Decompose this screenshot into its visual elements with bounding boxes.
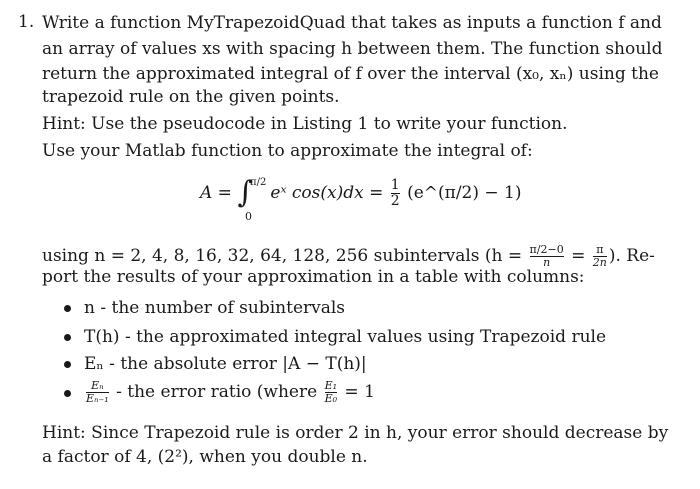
integrand: eˣ cos(x)dx = <box>270 183 384 203</box>
bullet-dot-1 <box>64 305 71 312</box>
use-matlab-line: Use your Matlab function to approximate the integral of: <box>42 141 533 161</box>
bullet-dot-4 <box>64 390 71 397</box>
bullet-4-text: - the error ratio (where <box>116 382 318 402</box>
bullet-1: n - the number of subintervals <box>84 298 346 318</box>
h-fraction-2 <box>593 244 607 269</box>
bullet-dot-3 <box>64 361 71 368</box>
bullet-3: Eₙ - the absolute error |A − T(h)| <box>84 354 367 374</box>
hint2-line-2: a factor of 4, (2²), when you double n. <box>42 447 368 467</box>
integral-equation <box>200 175 522 223</box>
hint-listing: Hint: Use the pseudocode in Listing 1 to write your function. <box>42 114 568 134</box>
bullet-2: T(h) - the approximated integral values using Trapezoid rule <box>84 327 607 347</box>
using-n-text: using n = 2, 4, 8, 16, 32, 64, 128, 256 subintervals (h = <box>42 246 523 266</box>
intro-line-2: an array of values xs with spacing h between them. The function should <box>42 39 663 59</box>
hint2-line-1: Hint: Since Trapezoid rule is order 2 in h, your error should decrease by <box>42 423 669 443</box>
rhs-rest: (e^(π/2) − 1) <box>407 183 522 203</box>
lower-limit: 0 <box>245 210 252 223</box>
bullet-dot-2 <box>64 334 71 341</box>
h-frac2-num: π <box>596 243 604 256</box>
h-frac2-den: 2n <box>592 256 607 269</box>
error-ratio-fraction <box>86 380 109 405</box>
eq-lhs: A = <box>200 183 232 203</box>
h-equals: = <box>571 246 586 266</box>
intro-line-4: trapezoid rule on the given points. <box>42 87 340 107</box>
upper-limit: π/2 <box>250 177 267 188</box>
h-frac-num: π/2−0 <box>529 243 564 256</box>
bullet-4 <box>84 380 375 405</box>
bullet-4-end: = 1 <box>344 382 375 402</box>
problem-number: 1. <box>18 12 35 32</box>
integral-sign: ∫ <box>237 175 253 210</box>
intro-line-1: Write a function MyTrapezoidQuad that takes as inputs a function f and <box>42 13 662 33</box>
using-line-end: ). Re- <box>608 246 655 266</box>
ratio-den: Eₙ₋₁ <box>86 392 109 405</box>
h-frac-den: n <box>543 256 551 269</box>
ratio-num: Eₙ <box>91 379 104 392</box>
e0-den: E₀ <box>324 392 338 405</box>
e1-num: E₁ <box>324 379 338 392</box>
intro-line-3: return the approximated integral of f over the interval (x₀, xₙ) using the <box>42 64 659 84</box>
half-num: 1 <box>390 177 400 193</box>
report-line: port the results of your approximation in a table with columns: <box>42 267 585 287</box>
half-fraction <box>391 178 400 209</box>
e1-e0-fraction <box>325 380 337 405</box>
half-den: 2 <box>390 193 400 209</box>
